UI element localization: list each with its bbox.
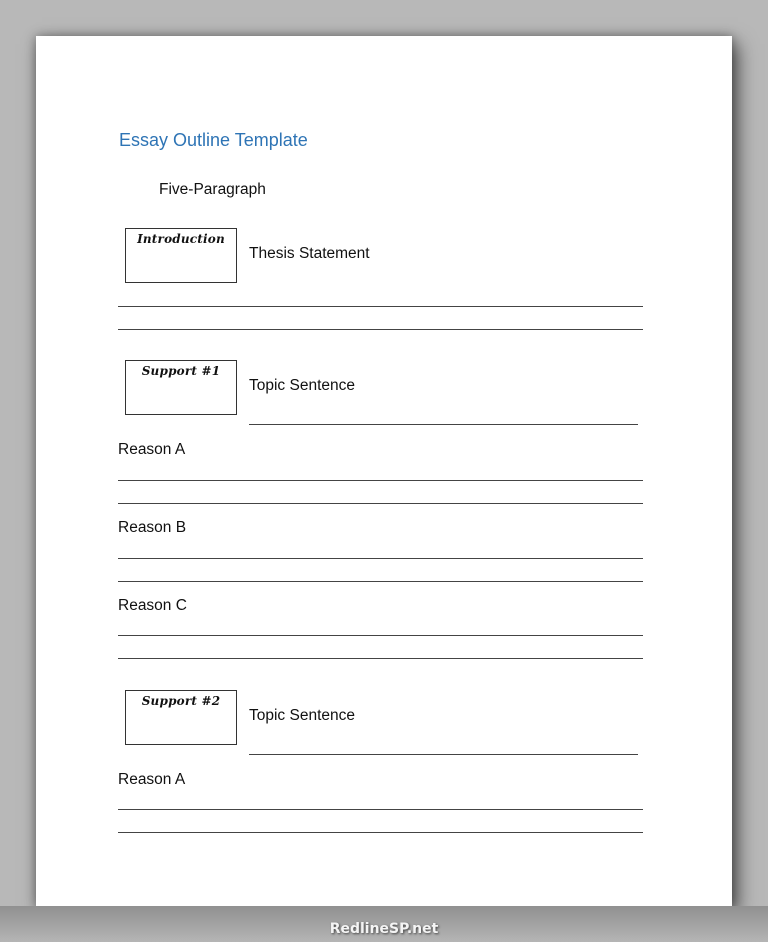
document-page [36,36,732,906]
support-1-reason-a-label: Reason A [118,441,186,458]
thesis-statement-label: Thesis Statement [249,245,370,262]
support-1-topic-line [249,424,638,425]
support-1-reason-a-line-2 [118,503,643,504]
thesis-line-2 [118,329,643,330]
support-1-reason-b-line-2 [118,581,643,582]
support-2-topic-line [249,754,638,755]
support-2-reason-a-line-1 [118,809,643,810]
support-1-reason-c-label: Reason C [118,597,187,614]
support-1-box [125,360,237,415]
support-1-reason-c-line-1 [118,635,643,636]
watermark-text: RedlineSP.net [329,921,439,937]
support-2-box [125,690,237,745]
support-1-topic-sentence-label: Topic Sentence [249,377,355,394]
support-1-reason-c-line-2 [118,658,643,659]
support-1-box-label: Support #1 [141,364,221,378]
introduction-box [125,228,237,283]
support-2-topic-sentence-label: Topic Sentence [249,707,355,724]
thesis-line-1 [118,306,643,307]
page-subtitle: Five-Paragraph [159,181,266,198]
support-2-reason-a-label: Reason A [118,771,186,788]
watermark-bar [0,906,768,942]
support-1-reason-a-line-1 [118,480,643,481]
introduction-box-label: Introduction [137,232,225,246]
support-1-reason-b-line-1 [118,558,643,559]
support-1-reason-b-label: Reason B [118,519,187,536]
support-2-box-label: Support #2 [141,694,221,708]
support-2-reason-a-line-2 [118,832,643,833]
page-title: Essay Outline Template [119,130,308,150]
